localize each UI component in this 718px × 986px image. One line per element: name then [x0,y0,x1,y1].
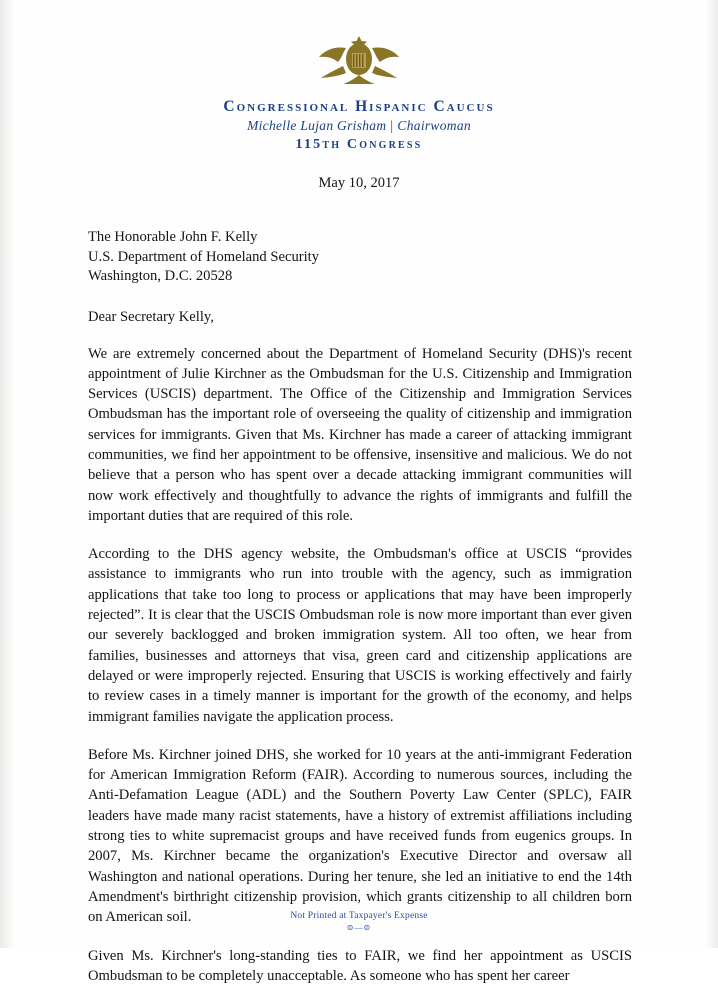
paragraph: We are extremely concerned about the Department of Homeland Security (DHS)'s recent appointment of Julie Kirchner as the Ombudsman for the U.S. Citizenship and Immigration Services (USCIS) department. The Office of the Citizenship and Immigration Services Ombudsman has the important role of overseeing the quality of citizenship and immigration services for immigrants. Given that Ms. Kirchner has made a career of attacking immigrant communities, we find her appointment to be offensive, insensitive and malicious. We do not believe that a person who has spent over a decade attacking immigrant communities will now work effectively and thoughtfully to advance the rights of immigrants and fulfill the important duties that are required of this role. [88,345,632,524]
paragraph: Given Ms. Kirchner's long-standing ties to FAIR, we find her appointment as USCIS Ombudsman to be completely unacceptable. As someone who has spent her career [88,947,632,984]
chair-line [0,118,718,134]
page-footer [0,911,718,932]
salutation: Dear Secretary Kelly, [88,308,214,325]
chair-title: Chairwoman [397,118,471,133]
organization-name: Congressional Hispanic Caucus [223,98,495,115]
recipient-line-3: Washington, D.C. 20528 [88,268,233,284]
recipient-line-1: The Honorable John F. Kelly [88,229,258,245]
recipient-line-2: U.S. Department of Homeland Security [88,248,320,265]
letterhead [0,0,718,153]
footer-mark-icon: ⊜—⊜ [346,923,372,932]
eagle-seal-icon [313,26,405,88]
chair-name: Michelle Lujan Grisham [247,118,387,133]
chair-separator: | [390,118,394,133]
paragraph: Before Ms. Kirchner joined DHS, she worked for 10 years at the anti-immigrant Federation for American Immigration Reform (FAIR). According to numerous sources, including the Anti-Defamation League (ADL) and the Southern Poverty Law Center (SPLC), FAIR leaders have made many racist statements, have a history of extremist affiliations including strong ties to white supremacist groups and have received funds from eugenics groups. In 2007, Ms. Kirchner became the organization's Executive Director and oversaw all Washington and national operations. During her tenure, she led an initiative to end the 14th Amendment's birthright citizenship provision, which grants citizenship to all children born on American soil. [88,746,632,926]
congress-number: 115th Congress [295,137,423,152]
footer-notice: Not Printed at Taxpayer's Expense [290,911,428,921]
letter-date: May 10, 2017 [318,175,400,191]
paragraph: According to the DHS agency website, the Ombudsman's office at USCIS “provides assistance to immigrants who run into trouble with the agency, such as immigration applications that take too long to process or applications that may have been improperly rejected”. It is clear that the USCIS Ombudsman role is now more important than ever given our severely backlogged and broken immigration system. All too often, we hear from families, businesses and attorneys that visa, green card and citizenship applications are delayed or were improperly rejected. Ensuring that USCIS is working effectively and fairly to review cases in a timely manner is important for the growth of the economy, and helps immigrant families navigate the application process. [88,546,632,725]
letter-body [0,228,718,986]
